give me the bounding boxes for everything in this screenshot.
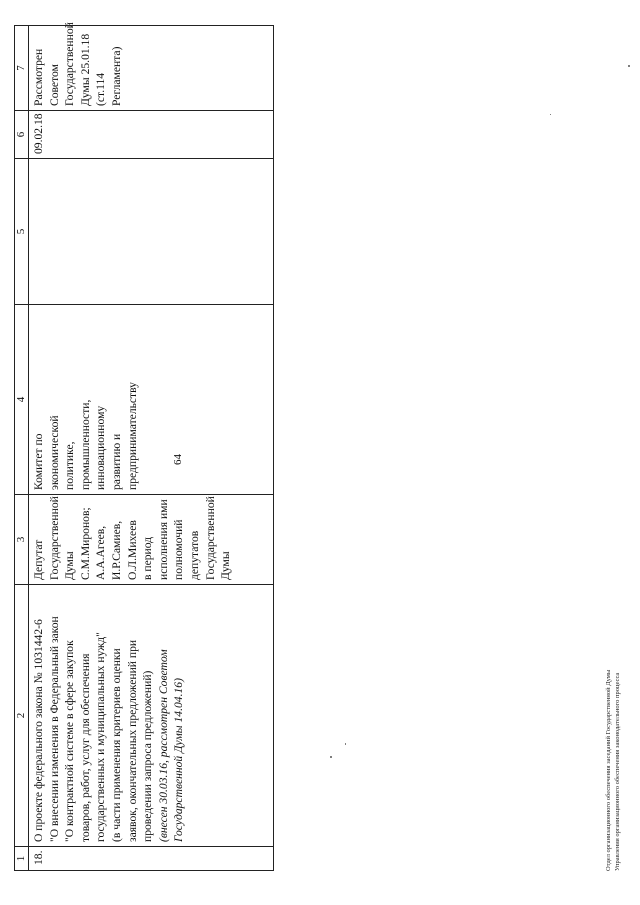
scan-speck — [330, 756, 332, 758]
author-line: Думы — [63, 551, 77, 580]
author-line: С.М.Миронов; — [78, 507, 92, 580]
author-line: Государственной — [203, 496, 217, 580]
bill-title-cell — [29, 585, 274, 847]
scan-speck — [628, 65, 630, 67]
author-line: Государственной — [47, 496, 61, 580]
author-cell — [29, 495, 274, 585]
author-line: в период — [141, 536, 155, 580]
committee-line: предпринимательству — [125, 382, 139, 490]
bills-table — [14, 22, 274, 871]
bill-note-line: (внесен 30.03.16, рассмотрен Советом — [156, 649, 170, 842]
bill-title-line: проведении запроса предложений) — [141, 670, 155, 842]
committee-line: промышленности, — [78, 399, 92, 490]
footer-line-2: Управления организационного обеспечения законодательного процесса — [613, 672, 621, 871]
column-header-7: 7 — [15, 26, 29, 111]
committee-line: экономической — [47, 415, 61, 490]
committee-line: Комитет по — [32, 433, 45, 490]
scan-speck — [345, 743, 346, 745]
column-header-3: 3 — [15, 495, 29, 585]
footer-line-1: Отдел организационного обеспечения заседаний Государственной Думы — [605, 669, 612, 871]
column-header-1: 1 — [15, 847, 29, 871]
author-line: депутатов — [187, 530, 201, 580]
bill-title-line: "О контрактной системе в сфере закупок — [63, 640, 77, 842]
scan-speck — [550, 114, 551, 115]
bill-title-line: (в части применения критериев оценки — [109, 648, 123, 842]
status-line: Советом — [47, 64, 61, 106]
status-line: Государственной — [63, 22, 77, 106]
bill-title-line: О проекте федерального закона № 1031442-6 — [32, 619, 45, 842]
bill-note-line: Государственной Думы 14.04.16) — [172, 678, 186, 842]
column-header-4: 4 — [15, 305, 29, 495]
committee-line: политике, — [63, 441, 77, 490]
author-line: полномочий — [172, 519, 186, 580]
column-header-6: 6 — [15, 111, 29, 159]
column-header-2: 2 — [15, 585, 29, 847]
footer — [605, 670, 622, 871]
status-line: (ст.114 Регламента) — [94, 46, 123, 106]
bill-title-line: государственных и муниципальных нужд" — [94, 632, 108, 842]
bill-title-line: заявок, окончательных предложений при — [125, 639, 139, 842]
status-line: Рассмотрен — [32, 48, 45, 106]
row-number: 18. — [29, 847, 274, 871]
date-cell: 09.02.18 — [29, 111, 274, 159]
committee-line: инновационному — [94, 405, 108, 490]
column-5-cell — [29, 159, 274, 305]
column-header-5: 5 — [15, 159, 29, 305]
author-line: А.А.Агеев, — [94, 525, 108, 580]
bill-title-line: "О внесении изменения в Федеральный закон — [47, 616, 61, 842]
committee-cell — [29, 305, 274, 495]
author-line: Думы — [219, 551, 233, 580]
author-line: исполнения ими — [156, 499, 170, 580]
author-line: О.Л.Михеев — [125, 520, 139, 580]
table-header-row — [15, 26, 29, 871]
committee-line: развитию и — [109, 433, 123, 490]
table-row — [29, 26, 274, 871]
page-number: 64 — [172, 454, 184, 465]
status-line: Думы 25.01.18 — [78, 33, 92, 106]
status-cell — [29, 22, 274, 111]
author-line: Депутат — [32, 539, 45, 580]
bill-title-line: товаров, работ, услуг для обеспечения — [78, 653, 92, 842]
author-line: И.Р.Самиев, — [109, 520, 123, 580]
